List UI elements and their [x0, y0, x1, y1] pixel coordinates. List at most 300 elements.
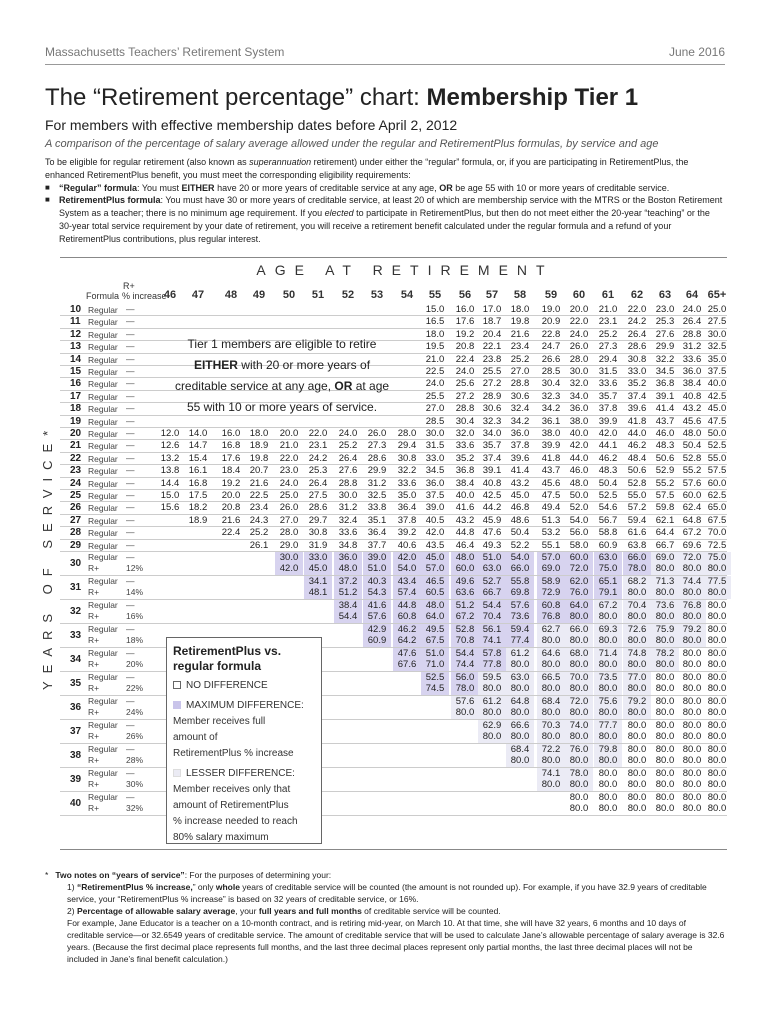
regular-percent-cell: 74.8 [627, 648, 647, 659]
rplus-percent-cell: 75.0 [598, 563, 618, 574]
age-col-header: 51 [311, 289, 325, 301]
percent-cell: 39.9 [598, 415, 618, 427]
percent-cell: 57.5 [707, 465, 727, 477]
percent-cell: 36.8 [455, 465, 475, 477]
formula-label: Regular [88, 540, 118, 551]
regular-percent-cell: 37.2 [338, 576, 358, 587]
legend-box [166, 637, 322, 844]
regular-percent-cell: 80.0 [627, 792, 647, 803]
regular-percent-cell: 77.0 [627, 672, 647, 683]
percent-cell: 52.8 [682, 452, 702, 464]
percent-cell: 50.4 [510, 527, 530, 539]
regular-percent-cell: 72.0 [569, 696, 589, 707]
percent-cell: 49.4 [541, 502, 561, 514]
rplus-percent-cell: 80.0 [569, 635, 589, 646]
rplus-percent-cell: 60.5 [425, 587, 445, 598]
increase-dash: — [126, 477, 135, 488]
percent-cell: 32.2 [397, 465, 417, 477]
years-of-service-title: YEARS OF SERVICE* [40, 422, 55, 690]
percent-cell: 20.7 [249, 465, 269, 477]
percent-cell: 21.0 [279, 440, 299, 452]
rplus-percent-cell: 80.0 [707, 779, 727, 790]
percent-cell: 28.0 [397, 428, 417, 439]
increase-dash: — [126, 428, 135, 438]
percent-cell: 21.0 [425, 353, 445, 365]
percent-cell: 28.0 [279, 527, 299, 539]
percent-cell: 24.3 [249, 514, 269, 526]
regular-percent-cell: 80.0 [682, 744, 702, 755]
rplus-percent-cell: 80.0 [627, 803, 647, 814]
percent-cell: 27.5 [707, 316, 727, 328]
regular-percent-cell: 80.0 [682, 768, 702, 779]
service-years: 11 [70, 316, 81, 328]
regular-percent-cell: 77.7 [598, 720, 618, 731]
percent-cell: 27.3 [598, 341, 618, 353]
regular-percent-cell: 80.0 [655, 672, 675, 683]
percent-cell: 30.4 [541, 378, 561, 390]
rplus-percent-cell: 57.4 [397, 587, 417, 598]
rplus-label: R+ [88, 731, 100, 741]
regular-percent-cell: 80.0 [707, 792, 727, 803]
rplus-increase: 18% [126, 635, 144, 645]
percent-cell: 22.0 [569, 316, 589, 328]
percent-cell: 18.9 [188, 514, 208, 526]
increase-header-2: % increase [122, 291, 167, 301]
regular-percent-cell: 39.0 [367, 552, 387, 563]
formula-label: Regular [88, 672, 118, 682]
regular-percent-cell: 56.0 [455, 672, 475, 683]
increase-dash: — [126, 490, 135, 500]
percent-cell: 25.5 [482, 366, 502, 377]
percent-cell: 40.6 [397, 539, 417, 551]
percent-cell: 52.5 [598, 490, 618, 501]
percent-cell: 30.0 [425, 428, 445, 439]
rplus-percent-cell: 80.0 [455, 707, 475, 718]
percent-cell: 17.6 [455, 316, 475, 328]
percent-cell: 32.3 [482, 415, 502, 427]
percent-cell: 43.2 [455, 514, 475, 526]
rplus-percent-cell: 80.0 [707, 683, 727, 694]
regular-percent-cell: 80.0 [655, 792, 675, 803]
percent-cell: 23.1 [598, 316, 618, 328]
regular-percent-cell: 59.4 [510, 624, 530, 635]
rplus-percent-cell: 80.0 [482, 683, 502, 694]
regular-percent-cell: 51.0 [482, 552, 502, 563]
percent-cell: 36.8 [655, 378, 675, 390]
percent-cell: 22.0 [627, 304, 647, 315]
percent-cell: 57.5 [655, 490, 675, 501]
increase-dash: — [126, 378, 135, 389]
percent-cell: 30.0 [569, 366, 589, 377]
rplus-percent-cell: 80.0 [627, 731, 647, 742]
age-col-header: 60 [572, 289, 586, 301]
regular-percent-cell: 80.0 [707, 744, 727, 755]
percent-cell: 60.0 [707, 477, 727, 489]
rplus-percent-cell: 80.0 [627, 587, 647, 598]
percent-cell: 44.2 [482, 502, 502, 514]
percent-cell: 35.2 [455, 452, 475, 464]
rplus-label: R+ [88, 659, 100, 669]
percent-cell: 46.0 [569, 465, 589, 477]
regular-percent-cell: 74.1 [541, 768, 561, 779]
percent-cell: 46.2 [627, 440, 647, 452]
rplus-percent-cell: 73.6 [510, 611, 530, 622]
rplus-increase: 16% [126, 611, 144, 621]
percent-cell: 21.6 [221, 514, 241, 526]
percent-cell: 55.0 [627, 490, 647, 501]
percent-cell: 22.5 [425, 366, 445, 377]
percent-cell: 60.9 [598, 539, 618, 551]
percent-cell: 28.0 [569, 353, 589, 365]
regular-percent-cell: 80.0 [707, 600, 727, 611]
percent-cell: 22.1 [482, 341, 502, 353]
percent-cell: 45.0 [707, 403, 727, 415]
regular-percent-cell: 46.2 [397, 624, 417, 635]
rplus-percent-cell: 80.0 [482, 707, 502, 718]
percent-cell: 48.0 [569, 477, 589, 489]
service-years: 35 [70, 678, 82, 689]
rplus-percent-cell: 80.0 [707, 731, 727, 742]
rplus-percent-cell: 74.1 [482, 635, 502, 646]
rplus-percent-cell: 80.0 [541, 731, 561, 742]
formula-label: Regular [88, 329, 118, 340]
rplus-percent-cell: 80.0 [541, 635, 561, 646]
percent-cell: 48.6 [510, 514, 530, 526]
regular-percent-cell: 80.0 [627, 744, 647, 755]
regular-percent-cell: 69.3 [598, 624, 618, 635]
rplus-percent-cell: 69.8 [510, 587, 530, 598]
percent-cell: 31.2 [338, 502, 358, 514]
regular-percent-cell: 34.1 [308, 576, 328, 587]
percent-cell: 62.5 [707, 490, 727, 501]
percent-cell: 46.8 [510, 502, 530, 514]
rplus-percent-cell: 80.0 [541, 659, 561, 670]
percent-cell: 23.4 [249, 502, 269, 514]
rplus-percent-cell: 80.0 [510, 755, 530, 766]
rplus-percent-cell: 80.0 [682, 635, 702, 646]
regular-percent-cell: 65.1 [598, 576, 618, 587]
regular-percent-cell: 68.2 [627, 576, 647, 587]
percent-cell: 14.4 [160, 477, 180, 489]
rplus-label: R+ [88, 707, 100, 717]
percent-cell: 30.8 [397, 452, 417, 464]
regular-percent-cell: 64.0 [569, 600, 589, 611]
regular-percent-cell: 57.0 [541, 552, 561, 563]
regular-percent-cell: 49.6 [455, 576, 475, 587]
percent-cell: 49.3 [482, 539, 502, 551]
rplus-percent-cell: 79.1 [598, 587, 618, 598]
increase-dash: — [126, 720, 135, 730]
rplus-percent-cell: 54.3 [367, 587, 387, 598]
percent-cell: 70.0 [707, 527, 727, 539]
percent-cell: 23.8 [482, 353, 502, 365]
percent-cell: 15.4 [188, 452, 208, 464]
percent-cell: 45.9 [482, 514, 502, 526]
regular-percent-cell: 75.6 [598, 696, 618, 707]
rplus-percent-cell: 76.8 [541, 611, 561, 622]
percent-cell: 13.2 [160, 452, 180, 464]
rplus-percent-cell: 80.0 [569, 731, 589, 742]
service-years: 40 [70, 798, 82, 809]
rplus-increase: 28% [126, 755, 144, 765]
rplus-label: R+ [88, 683, 100, 693]
formula-label: Regular [88, 317, 118, 328]
percent-cell: 40.8 [682, 390, 702, 402]
formula-label: Regular [88, 354, 118, 365]
percent-cell: 54.0 [569, 514, 589, 526]
increase-dash: — [126, 465, 135, 476]
formula-label: Regular [88, 648, 118, 658]
percent-cell: 28.8 [682, 328, 702, 340]
formula-label: Regular [88, 416, 118, 427]
page-description: A comparison of the percentage of salary average allowed under the regular and RetirementPlus formulas, by service and age [45, 138, 659, 150]
percent-cell: 23.1 [308, 440, 328, 452]
age-col-header: 56 [458, 289, 472, 301]
percent-cell: 26.0 [367, 428, 387, 439]
percent-cell: 31.9 [308, 539, 328, 551]
page-title [45, 84, 638, 112]
rplus-percent-cell: 80.0 [598, 683, 618, 694]
service-years: 21 [70, 440, 82, 452]
percent-cell: 17.0 [482, 304, 502, 315]
percent-cell: 42.0 [425, 527, 445, 539]
regular-percent-cell: 68.4 [510, 744, 530, 755]
percent-cell: 27.0 [510, 366, 530, 377]
formula-label: Regular [88, 491, 118, 501]
age-col-header: 53 [370, 289, 384, 301]
row-divider [60, 815, 727, 816]
percent-cell: 37.7 [367, 539, 387, 551]
percent-cell: 28.9 [482, 390, 502, 402]
percent-cell: 12.6 [160, 440, 180, 452]
rplus-percent-cell: 78.0 [455, 683, 475, 694]
percent-cell: 30.8 [627, 353, 647, 365]
rplus-percent-cell: 60.8 [397, 611, 417, 622]
rplus-percent-cell: 67.5 [425, 635, 445, 646]
percent-cell: 22.4 [221, 527, 241, 539]
age-col-header: 48 [224, 289, 238, 301]
rplus-percent-cell: 80.0 [707, 635, 727, 646]
percent-cell: 16.0 [221, 428, 241, 439]
percent-cell: 30.6 [482, 403, 502, 415]
rplus-percent-cell: 80.0 [598, 707, 618, 718]
rplus-percent-cell: 80.0 [569, 611, 589, 622]
regular-percent-cell: 80.0 [569, 792, 589, 803]
regular-percent-cell: 36.0 [338, 552, 358, 563]
rplus-percent-cell: 80.0 [682, 779, 702, 790]
rplus-percent-cell: 57.6 [367, 611, 387, 622]
intro-paragraph: To be eligible for regular retirement (also known as superannuation retirement) under either the “regular” formula, or, if you are participating in RetirementPlus, the enhanced RetirementPlus benefit, you must meet the corresponding eligibility requirements: [45, 157, 689, 180]
regular-percent-cell: 71.3 [655, 576, 675, 587]
increase-dash: — [126, 366, 135, 376]
regular-percent-cell: 44.8 [397, 600, 417, 611]
increase-dash: — [126, 539, 135, 550]
percent-cell: 28.5 [541, 366, 561, 377]
increase-dash: — [126, 403, 135, 414]
percent-cell: 52.9 [655, 465, 675, 477]
table-bottom-rule [60, 849, 727, 850]
rplus-percent-cell: 80.0 [707, 587, 727, 598]
regular-percent-cell: 80.0 [682, 792, 702, 803]
regular-percent-cell: 80.0 [682, 720, 702, 731]
rplus-percent-cell: 71.0 [425, 659, 445, 670]
percent-cell: 17.5 [188, 490, 208, 501]
percent-cell: 34.5 [655, 366, 675, 377]
percent-cell: 37.8 [510, 440, 530, 452]
service-years: 27 [70, 514, 82, 526]
percent-cell: 69.6 [682, 539, 702, 551]
increase-dash: — [126, 390, 135, 401]
regular-percent-cell: 63.0 [510, 672, 530, 683]
percent-cell: 72.5 [707, 539, 727, 551]
percent-cell: 37.5 [707, 366, 727, 377]
rplus-percent-cell: 80.0 [598, 731, 618, 742]
rplus-percent-cell: 80.0 [627, 611, 647, 622]
percent-cell: 37.8 [397, 514, 417, 526]
rplus-percent-cell: 48.1 [308, 587, 328, 598]
rplus-percent-cell: 66.0 [510, 563, 530, 574]
percent-cell: 42.5 [482, 490, 502, 501]
age-col-header: 47 [191, 289, 205, 301]
percent-cell: 27.2 [455, 390, 475, 402]
percent-cell: 30.8 [308, 527, 328, 539]
percent-cell: 22.0 [279, 452, 299, 464]
formula-label: Regular [88, 792, 118, 802]
regular-percent-cell: 68.4 [541, 696, 561, 707]
footnote-2: 2) Percentage of allowable salary average, your full years and full months of creditable service will be counted. For example, Jane Educator is a teacher on a 10-month contract, and is retiring mid-year, on March 10. At that time, she will have 32 years, 6 months and 10 days of creditable service—or 32.6549 years of creditable service. The amount of creditable service that will be used to calculate Jane’s allowable percentage of salary average is 32.6 years. (Because the first decimal place represents full months, and the last three decimal places represent only partial months, the last three decimal places will not be included in Jane’s final benefit calculation.) [67, 906, 725, 964]
increase-dash: — [126, 353, 135, 364]
regular-percent-cell: 38.4 [338, 600, 358, 611]
percent-cell: 39.2 [397, 527, 417, 539]
rplus-percent-cell: 80.0 [655, 563, 675, 574]
percent-cell: 26.4 [338, 452, 358, 464]
percent-cell: 29.7 [308, 514, 328, 526]
rplus-percent-cell: 80.0 [682, 611, 702, 622]
percent-cell: 44.0 [569, 452, 589, 464]
percent-cell: 28.8 [510, 378, 530, 390]
percent-cell: 46.4 [455, 539, 475, 551]
rplus-increase: 12% [126, 563, 144, 573]
percent-cell: 20.8 [221, 502, 241, 514]
percent-cell: 35.7 [598, 390, 618, 402]
percent-cell: 34.2 [510, 415, 530, 427]
percent-cell: 20.9 [541, 316, 561, 328]
percent-cell: 12.0 [160, 428, 180, 439]
rplus-percent-cell: 74.5 [425, 683, 445, 694]
formula-label: Regular [88, 744, 118, 754]
formula-label: Regular [88, 379, 118, 390]
percent-cell: 56.7 [598, 514, 618, 526]
rplus-label: R+ [88, 611, 100, 621]
bullet-retirementplus: ■ RetirementPlus formula: You must have 30 or more years of creditable service, at least 20 of which are membership service with the MTRS or the Boston Retirement System as a teacher; there is no minimum age requirement. If you elected to participate in RetirementPlus, but then do not meet either the 20-year “teaching” or the 30-year total service requirement by your date of retirement, you will receive a retirement benefit calculated under the regular formula and a refund of your RetirementPlus contributions, plus regular interest. [45, 194, 725, 245]
age-col-header: 62 [630, 289, 644, 301]
regular-percent-cell: 76.8 [682, 600, 702, 611]
rplus-percent-cell: 80.0 [598, 635, 618, 646]
service-years: 36 [70, 702, 82, 713]
percent-cell: 26.0 [279, 502, 299, 514]
service-years: 18 [70, 403, 82, 415]
eligibility-intro [45, 156, 725, 246]
rplus-percent-cell: 80.0 [655, 803, 675, 814]
percent-cell: 36.0 [510, 428, 530, 439]
percent-cell: 33.6 [455, 440, 475, 452]
percent-cell: 47.6 [482, 527, 502, 539]
rplus-percent-cell: 80.0 [569, 755, 589, 766]
percent-cell: 32.0 [455, 428, 475, 439]
rplus-percent-cell: 80.0 [682, 683, 702, 694]
increase-dash: — [126, 328, 135, 339]
rplus-percent-cell: 51.2 [338, 587, 358, 598]
percent-cell: 24.0 [682, 304, 702, 315]
regular-percent-cell: 66.0 [627, 552, 647, 563]
rplus-percent-cell: 80.0 [655, 779, 675, 790]
rplus-percent-cell: 80.0 [655, 611, 675, 622]
regular-percent-cell: 46.5 [425, 576, 445, 587]
regular-percent-cell: 47.6 [397, 648, 417, 659]
percent-cell: 37.4 [627, 390, 647, 402]
bullet-regular: ■ “Regular” formula: You must EITHER have 20 or more years of creditable service at any age, OR be age 55 with 10 or more years of creditable service. [45, 182, 725, 195]
percent-cell: 52.2 [510, 539, 530, 551]
rplus-increase: 20% [126, 659, 144, 669]
rplus-percent-cell: 80.0 [482, 731, 502, 742]
percent-cell: 40.5 [425, 514, 445, 526]
regular-percent-cell: 69.0 [655, 552, 675, 563]
percent-cell: 24.0 [425, 378, 445, 390]
age-col-header: 65+ [707, 289, 727, 301]
rplus-percent-cell: 80.0 [627, 707, 647, 718]
regular-percent-cell: 80.0 [627, 768, 647, 779]
rplus-percent-cell: 80.0 [682, 731, 702, 742]
regular-percent-cell: 80.0 [655, 744, 675, 755]
percent-cell: 20.8 [455, 341, 475, 353]
percent-cell: 39.6 [510, 452, 530, 464]
regular-percent-cell: 68.0 [569, 648, 589, 659]
percent-cell: 26.4 [627, 328, 647, 340]
rplus-percent-cell: 80.0 [510, 707, 530, 718]
age-col-header: 64 [685, 289, 699, 301]
formula-header: Formula [86, 291, 120, 301]
percent-cell: 23.0 [655, 304, 675, 315]
percent-cell: 36.0 [569, 403, 589, 415]
rplus-percent-cell: 80.0 [682, 755, 702, 766]
percent-cell: 28.5 [425, 415, 445, 427]
percent-cell: 36.4 [367, 527, 387, 539]
title-plain: The “Retirement percentage” chart: [45, 84, 427, 111]
percent-cell: 41.6 [455, 502, 475, 514]
percent-cell: 30.0 [707, 328, 727, 340]
formula-label: Regular [88, 404, 118, 415]
footnote-1: 1) “RetirementPlus % increase,” only whole years of creditable service will be counted (the amount is not rounded up). For example, if you have 32.9 years of creditable service, your “RetirementPlus % increase” is based on 32 years of creditable service, or 16%. [67, 882, 707, 904]
percent-cell: 46.0 [655, 428, 675, 439]
formula-label: Regular [88, 478, 118, 489]
legend-title: RetirementPlus vs. [173, 644, 282, 658]
percent-cell: 15.0 [425, 304, 445, 315]
percent-cell: 16.8 [188, 477, 208, 489]
service-years: 15 [70, 366, 82, 377]
formula-label: Regular [88, 624, 118, 634]
service-years: 26 [70, 502, 82, 514]
increase-dash: — [126, 768, 135, 778]
increase-dash: — [126, 527, 135, 538]
percent-cell: 32.4 [338, 514, 358, 526]
regular-percent-cell: 79.2 [627, 696, 647, 707]
regular-percent-cell: 57.6 [455, 696, 475, 707]
rplus-percent-cell: 80.0 [598, 755, 618, 766]
percent-cell: 32.3 [541, 390, 561, 402]
rplus-percent-cell: 80.0 [569, 707, 589, 718]
percent-cell: 41.4 [655, 403, 675, 415]
regular-percent-cell: 80.0 [682, 672, 702, 683]
